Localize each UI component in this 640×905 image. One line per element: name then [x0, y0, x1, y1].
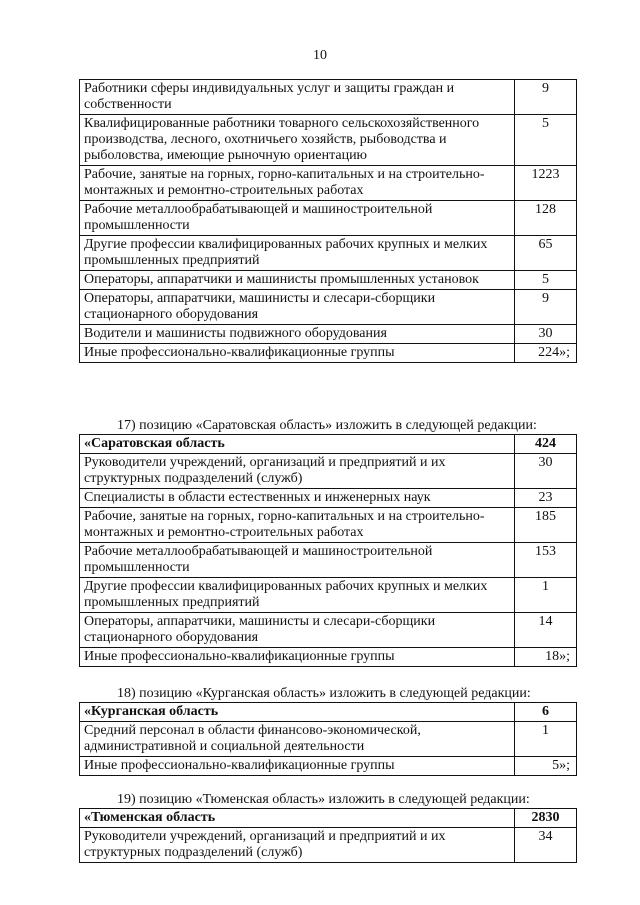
table-row — [80, 578, 577, 613]
occupation-cell: Работники сферы индивидуальных услуг и защиты граждан и собственности — [80, 80, 515, 115]
amendment-paragraph: 18) позицию «Курганская область» изложить в следующей редакции: — [117, 686, 531, 701]
count-cell: 30 — [515, 325, 577, 344]
occupation-cell: Водители и машинисты подвижного оборудования — [80, 325, 515, 344]
table-row — [80, 489, 577, 508]
table-row — [80, 722, 577, 757]
occupation-cell: Руководители учреждений, организаций и предприятий и их структурных подразделений (служб) — [80, 828, 515, 863]
occupation-cell: Операторы, аппаратчики и машинисты промышленных установок — [80, 271, 515, 290]
occupation-cell: Рабочие металлообрабатывающей и машиностроительной промышленности — [80, 201, 515, 236]
page-number: 10 — [313, 48, 327, 63]
occupation-cell: Средний персонал в области финансово-экономической, административной и социальной деятельности — [80, 722, 515, 757]
count-cell: 65 — [515, 236, 577, 271]
occupation-cell: Иные профессионально-квалификационные группы — [80, 344, 515, 363]
table-row — [80, 757, 577, 776]
table-saratov — [79, 434, 577, 667]
count-cell: 23 — [515, 489, 577, 508]
table-tyumen — [79, 808, 577, 863]
occupation-cell: Рабочие, занятые на горных, горно-капитальных и на строительно-монтажных и ремонтно-строительных работах — [80, 166, 515, 201]
region-name-cell: «Тюменская область — [80, 809, 515, 828]
occupation-cell: Руководители учреждений, организаций и предприятий и их структурных подразделений (служб) — [80, 454, 515, 489]
region-total-cell: 6 — [515, 703, 577, 722]
occupation-cell: Специалисты в области естественных и инженерных наук — [80, 489, 515, 508]
table-row — [80, 648, 577, 667]
region-total-cell: 2830 — [515, 809, 577, 828]
table-row — [80, 325, 577, 344]
region-total-cell: 424 — [515, 435, 577, 454]
table-header-row — [80, 435, 577, 454]
amendment-paragraph: 19) позицию «Тюменская область» изложить в следующей редакции: — [117, 792, 530, 807]
table-row — [80, 613, 577, 648]
count-cell: 1 — [515, 578, 577, 613]
table-row — [80, 454, 577, 489]
table-row — [80, 508, 577, 543]
occupation-cell: Квалифицированные работники товарного сельскохозяйственного производства, лесного, охотничьего хозяйств, рыбоводства и рыболовства, имеющие рыночную ориентацию — [80, 115, 515, 166]
table-row — [80, 828, 577, 863]
count-cell: 14 — [515, 613, 577, 648]
amendment-paragraph: 17) позицию «Саратовская область» изложить в следующей редакции: — [117, 418, 537, 433]
count-cell: 18»; — [515, 648, 577, 667]
table-row — [80, 271, 577, 290]
table-row — [80, 80, 577, 115]
table-continuation — [79, 79, 577, 363]
count-cell: 128 — [515, 201, 577, 236]
occupation-cell: Иные профессионально-квалификационные группы — [80, 757, 515, 776]
count-cell: 224»; — [515, 344, 577, 363]
count-cell: 1223 — [515, 166, 577, 201]
region-name-cell: «Курганская область — [80, 703, 515, 722]
occupation-cell: Иные профессионально-квалификационные группы — [80, 648, 515, 667]
table-row — [80, 344, 577, 363]
count-cell: 5»; — [515, 757, 577, 776]
count-cell: 9 — [515, 80, 577, 115]
count-cell: 5 — [515, 271, 577, 290]
count-cell: 34 — [515, 828, 577, 863]
occupation-cell: Рабочие металлообрабатывающей и машиностроительной промышленности — [80, 543, 515, 578]
table-row — [80, 115, 577, 166]
occupation-cell: Рабочие, занятые на горных, горно-капитальных и на строительно-монтажных и ремонтно-строительных работах — [80, 508, 515, 543]
table-kurgan — [79, 702, 577, 776]
table-row — [80, 236, 577, 271]
table-header-row — [80, 809, 577, 828]
count-cell: 153 — [515, 543, 577, 578]
count-cell: 1 — [515, 722, 577, 757]
table-header-row — [80, 703, 577, 722]
count-cell: 185 — [515, 508, 577, 543]
occupation-cell: Операторы, аппаратчики, машинисты и слесари-сборщики стационарного оборудования — [80, 290, 515, 325]
occupation-cell: Другие профессии квалифицированных рабочих крупных и мелких промышленных предприятий — [80, 578, 515, 613]
table-row — [80, 201, 577, 236]
count-cell: 5 — [515, 115, 577, 166]
table-row — [80, 290, 577, 325]
table-row — [80, 166, 577, 201]
table-row — [80, 543, 577, 578]
occupation-cell: Другие профессии квалифицированных рабочих крупных и мелких промышленных предприятий — [80, 236, 515, 271]
count-cell: 9 — [515, 290, 577, 325]
count-cell: 30 — [515, 454, 577, 489]
occupation-cell: Операторы, аппаратчики, машинисты и слесари-сборщики стационарного оборудования — [80, 613, 515, 648]
region-name-cell: «Саратовская область — [80, 435, 515, 454]
